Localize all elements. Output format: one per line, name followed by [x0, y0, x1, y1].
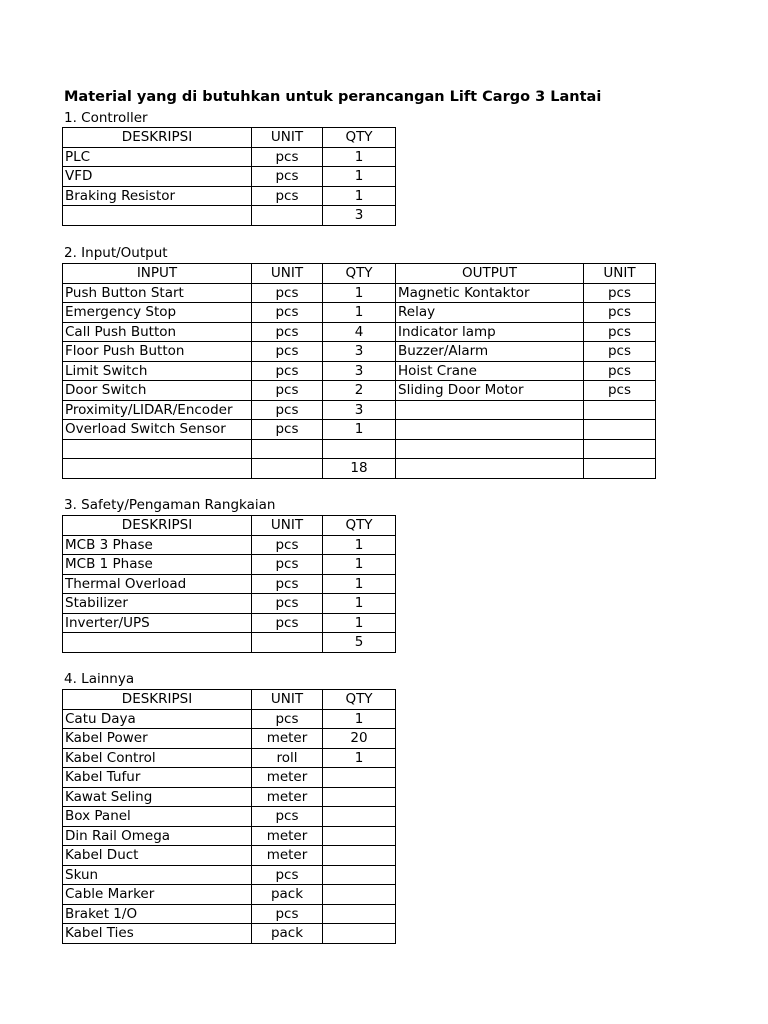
table-cell: Limit Switch — [63, 361, 252, 381]
table-cell: 1 — [323, 574, 396, 594]
table-cell: pcs — [252, 342, 323, 362]
lainnya-table-body — [63, 690, 396, 944]
table-row — [63, 924, 396, 944]
table-row — [63, 459, 656, 479]
controller-table — [62, 127, 396, 226]
table-cell: pcs — [584, 322, 656, 342]
table-row — [63, 768, 396, 788]
table-cell: 1 — [323, 420, 396, 440]
table-row — [63, 535, 396, 555]
table-header-row — [63, 516, 396, 536]
table-cell — [252, 439, 323, 459]
table-row — [63, 729, 396, 749]
safety-table-body — [63, 516, 396, 653]
table-cell: PLC — [63, 147, 252, 167]
table-cell — [252, 206, 323, 226]
table-cell — [323, 826, 396, 846]
table-cell: 3 — [323, 400, 396, 420]
table-row — [63, 186, 396, 206]
table-row — [63, 420, 656, 440]
table-cell: pcs — [252, 574, 323, 594]
table-row — [63, 206, 396, 226]
section-label-controller: 1. Controller — [64, 110, 148, 126]
table-row — [63, 555, 396, 575]
table-row — [63, 826, 396, 846]
table-cell: 5 — [323, 633, 396, 653]
column-header: QTY — [323, 516, 396, 536]
table-cell: Relay — [396, 303, 584, 323]
table-row — [63, 361, 656, 381]
table-row — [63, 807, 396, 827]
table-cell — [584, 459, 656, 479]
table-cell: Kabel Ties — [63, 924, 252, 944]
table-cell: pack — [252, 885, 323, 905]
table-cell: pcs — [252, 807, 323, 827]
table-row — [63, 147, 396, 167]
table-cell: meter — [252, 729, 323, 749]
table-cell: Door Switch — [63, 381, 252, 401]
table-cell: pcs — [584, 303, 656, 323]
input-output-table — [62, 263, 656, 479]
table-cell: Din Rail Omega — [63, 826, 252, 846]
section-label-lainnya: 4. Lainnya — [64, 671, 135, 687]
table-cell: 1 — [323, 748, 396, 768]
table-cell: pcs — [252, 167, 323, 187]
table-cell: 1 — [323, 535, 396, 555]
table-cell: 18 — [323, 459, 396, 479]
table-cell: 3 — [323, 206, 396, 226]
table-cell: 3 — [323, 342, 396, 362]
table-cell: Sliding Door Motor — [396, 381, 584, 401]
table-cell — [584, 400, 656, 420]
table-cell: 1 — [323, 709, 396, 729]
section-label-input-output: 2. Input/Output — [64, 245, 168, 261]
table-cell: MCB 1 Phase — [63, 555, 252, 575]
column-header: QTY — [323, 264, 396, 284]
table-cell: 1 — [323, 147, 396, 167]
table-cell: Magnetic Kontaktor — [396, 283, 584, 303]
table-cell: Kawat Seling — [63, 787, 252, 807]
table-cell — [63, 206, 252, 226]
table-cell: pcs — [252, 303, 323, 323]
table-cell: Thermal Overload — [63, 574, 252, 594]
table-cell — [323, 787, 396, 807]
table-cell: 1 — [323, 303, 396, 323]
table-row — [63, 574, 396, 594]
document-title: Material yang di butuhkan untuk perancangan Lift Cargo 3 Lantai — [64, 89, 602, 105]
table-cell: 1 — [323, 167, 396, 187]
table-cell: 1 — [323, 186, 396, 206]
table-cell — [323, 904, 396, 924]
table-cell: roll — [252, 748, 323, 768]
table-cell: 1 — [323, 613, 396, 633]
table-header-row — [63, 128, 396, 148]
table-cell — [323, 439, 396, 459]
table-cell: 1 — [323, 594, 396, 614]
table-cell: meter — [252, 846, 323, 866]
table-row — [63, 633, 396, 653]
table-row — [63, 283, 656, 303]
lainnya-table — [62, 689, 396, 944]
table-cell — [584, 439, 656, 459]
table-cell: pcs — [252, 555, 323, 575]
table-cell — [252, 633, 323, 653]
table-cell — [323, 924, 396, 944]
table-cell: 2 — [323, 381, 396, 401]
table-cell — [396, 459, 584, 479]
column-header: UNIT — [252, 690, 323, 710]
table-cell: meter — [252, 787, 323, 807]
table-row — [63, 322, 656, 342]
table-row — [63, 594, 396, 614]
table-cell — [252, 459, 323, 479]
table-cell: pcs — [252, 400, 323, 420]
table-cell — [323, 807, 396, 827]
table-cell — [63, 459, 252, 479]
table-cell: meter — [252, 768, 323, 788]
table-cell: Cable Marker — [63, 885, 252, 905]
table-cell: 3 — [323, 361, 396, 381]
table-cell: pcs — [252, 186, 323, 206]
column-header: UNIT — [584, 264, 656, 284]
table-cell: Catu Daya — [63, 709, 252, 729]
table-cell: pcs — [252, 147, 323, 167]
table-cell: Emergency Stop — [63, 303, 252, 323]
table-cell: Kabel Control — [63, 748, 252, 768]
table-header-row — [63, 264, 656, 284]
table-cell: pcs — [252, 361, 323, 381]
column-header: UNIT — [252, 516, 323, 536]
table-cell: VFD — [63, 167, 252, 187]
table-cell: pcs — [252, 283, 323, 303]
section-label-safety: 3. Safety/Pengaman Rangkaian — [64, 497, 276, 513]
table-cell: Kabel Tufur — [63, 768, 252, 788]
table-cell: Overload Switch Sensor — [63, 420, 252, 440]
table-row — [63, 381, 656, 401]
column-header: DESKRIPSI — [63, 690, 252, 710]
table-cell: pcs — [584, 381, 656, 401]
table-cell — [63, 633, 252, 653]
table-cell: Hoist Crane — [396, 361, 584, 381]
table-cell: Buzzer/Alarm — [396, 342, 584, 362]
table-cell: Floor Push Button — [63, 342, 252, 362]
table-cell — [323, 865, 396, 885]
table-cell: Proximity/LIDAR/Encoder — [63, 400, 252, 420]
table-cell: pcs — [252, 904, 323, 924]
table-cell — [323, 885, 396, 905]
table-cell: 4 — [323, 322, 396, 342]
table-cell: pcs — [252, 865, 323, 885]
table-cell — [396, 439, 584, 459]
table-cell — [584, 420, 656, 440]
table-row — [63, 709, 396, 729]
table-row — [63, 439, 656, 459]
table-cell — [396, 400, 584, 420]
table-cell: pack — [252, 924, 323, 944]
table-cell: Kabel Power — [63, 729, 252, 749]
table-cell — [63, 439, 252, 459]
table-cell: pcs — [252, 709, 323, 729]
table-cell: Braket 1/O — [63, 904, 252, 924]
table-cell: pcs — [584, 361, 656, 381]
table-row — [63, 167, 396, 187]
table-row — [63, 613, 396, 633]
table-cell: Kabel Duct — [63, 846, 252, 866]
column-header: UNIT — [252, 128, 323, 148]
input-output-table-body — [63, 264, 656, 479]
table-cell: pcs — [252, 322, 323, 342]
table-cell — [323, 846, 396, 866]
table-row — [63, 787, 396, 807]
table-cell: Braking Resistor — [63, 186, 252, 206]
table-cell: meter — [252, 826, 323, 846]
table-cell: MCB 3 Phase — [63, 535, 252, 555]
column-header: OUTPUT — [396, 264, 584, 284]
table-cell: Box Panel — [63, 807, 252, 827]
table-cell: Call Push Button — [63, 322, 252, 342]
table-cell — [323, 768, 396, 788]
column-header: DESKRIPSI — [63, 128, 252, 148]
table-cell: 1 — [323, 283, 396, 303]
table-cell — [396, 420, 584, 440]
column-header: QTY — [323, 128, 396, 148]
table-cell: 20 — [323, 729, 396, 749]
column-header: UNIT — [252, 264, 323, 284]
controller-table-body — [63, 128, 396, 226]
table-header-row — [63, 690, 396, 710]
table-cell: Inverter/UPS — [63, 613, 252, 633]
table-cell: Skun — [63, 865, 252, 885]
table-cell: Push Button Start — [63, 283, 252, 303]
table-row — [63, 846, 396, 866]
table-row — [63, 865, 396, 885]
table-cell: pcs — [252, 594, 323, 614]
table-cell: pcs — [252, 613, 323, 633]
table-row — [63, 400, 656, 420]
table-row — [63, 748, 396, 768]
column-header: QTY — [323, 690, 396, 710]
table-row — [63, 904, 396, 924]
table-row — [63, 342, 656, 362]
table-cell: Stabilizer — [63, 594, 252, 614]
table-cell: pcs — [584, 283, 656, 303]
column-header: DESKRIPSI — [63, 516, 252, 536]
table-cell: pcs — [252, 420, 323, 440]
table-row — [63, 303, 656, 323]
table-cell: pcs — [252, 535, 323, 555]
safety-table — [62, 515, 396, 653]
table-cell: Indicator lamp — [396, 322, 584, 342]
table-row — [63, 885, 396, 905]
table-cell: pcs — [584, 342, 656, 362]
table-cell: 1 — [323, 555, 396, 575]
column-header: INPUT — [63, 264, 252, 284]
table-cell: pcs — [252, 381, 323, 401]
